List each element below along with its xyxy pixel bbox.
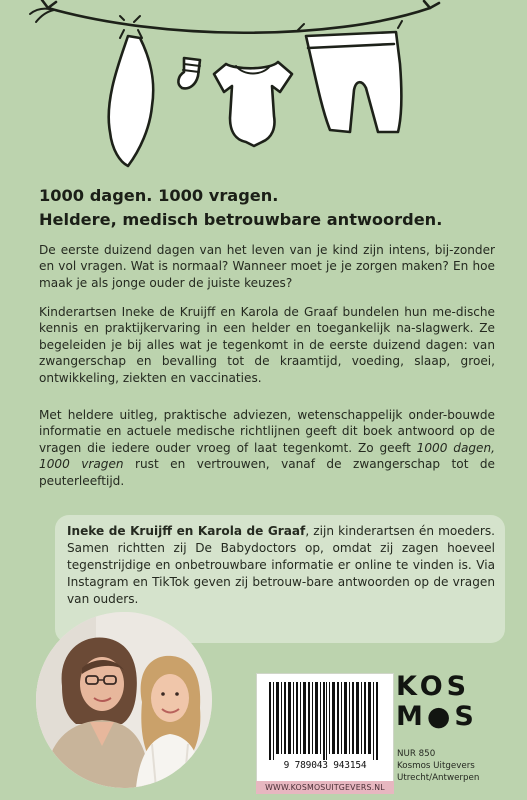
author-bio (67, 523, 495, 608)
headline-line-1: 1000 dagen. 1000 vragen. (39, 186, 279, 205)
headline (39, 184, 509, 232)
book-title-inline: 1000 dagen, 1000 vragen (39, 440, 495, 472)
sock-icon (178, 58, 200, 88)
clothesline-illustration (0, 0, 527, 180)
isbn-number: 9 789043 943154 (283, 760, 367, 771)
publisher-name: Kosmos Uitgevers (397, 761, 475, 771)
logo-row-1: KOS (396, 671, 471, 702)
author-bio-text: , zijn kinderartsen én moeders. Samen richtten zij De Babydoctors op, omdat zij zagen hoeveel tegenstrijdige en onbetrouwbare informatie er online te vinden is. Via Instagram en TikTok geven zij betrouw-bare antwoorden op de vragen van ouders. (67, 524, 495, 606)
author-photo-illustration (36, 612, 212, 788)
book-paragraph-end: rust en vertrouwen, vanaf de zwangerschap tot de peuterleeftijd. (39, 457, 495, 488)
barcode-bars (269, 682, 381, 760)
headline-line-2: Heldere, medisch betrouwbare antwoorden. (39, 210, 443, 229)
publisher-info (397, 748, 479, 784)
kosmos-logo (396, 672, 476, 732)
clothesline-rope (48, 8, 430, 33)
barcode (256, 673, 394, 782)
author-names: Ineke de Kruijff en Karola de Graaf (67, 524, 306, 538)
pillow-icon (109, 36, 154, 166)
publisher-website[interactable]: WWW.KOSMOSUITGEVERS.NL (256, 781, 394, 794)
publisher-city: Utrecht/Antwerpen (397, 773, 480, 783)
book-paragraph (39, 407, 495, 489)
onesie-icon (214, 62, 292, 146)
intro-paragraph: De eerste duizend dagen van het leven van je kind zijn intens, bij-zonder en vol vragen. Wat is normaal? Wanneer moet je je zorgen maken? En hoe maak je als jonge ouder de juiste keuzes? (39, 243, 495, 290)
logo-row-2: M●S (396, 701, 478, 732)
authors-paragraph: Kinderartsen Ineke de Kruijff en Karola de Graaf bundelen hun me-dische kennis en praktijkervaring in een helder en toegankelijk na-slagwerk. Ze begeleiden je bij alles wat je tegenkomt in de eerste duizend dagen: van zwangerschap en bevalling tot de kraamtijd, voeding, slaap, groei, ontwikkeling, ziekten en vaccinaties. (39, 305, 495, 385)
book-paragraph-start: Met heldere uitleg, praktische adviezen, wetenschappelijk onder-bouwde informatie en actuele medische richtlijnen geeft dit boek antwoord op de vragen die iedere ouder vroeg of laat tegenkomt. Zo geeft (39, 408, 495, 455)
author-photo (36, 612, 212, 788)
nur-code: NUR 850 (397, 749, 436, 759)
